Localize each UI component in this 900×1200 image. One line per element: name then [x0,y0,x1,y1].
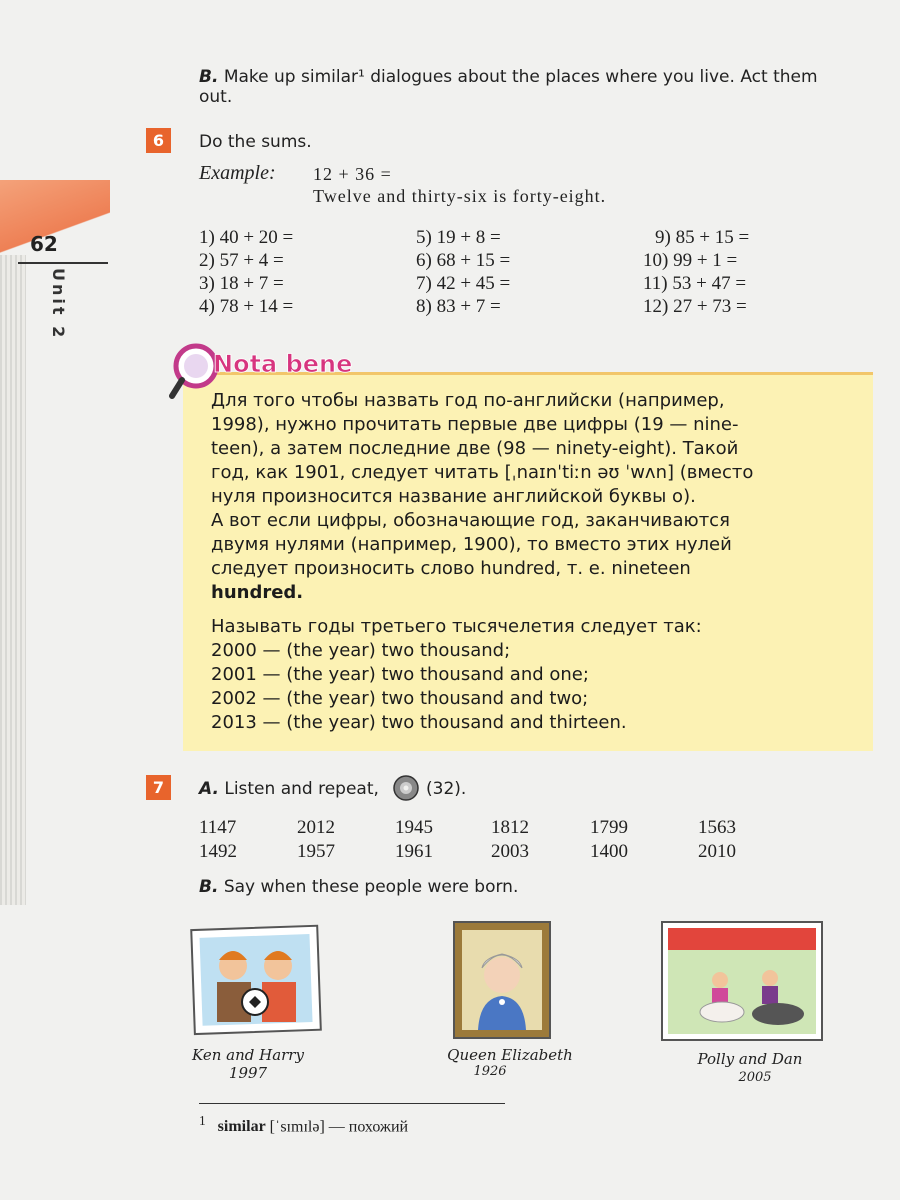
ken-and-harry-caption: Ken and Harry [192,1046,304,1064]
footnote-transcription: [ˈsɪmɪlə] [269,1118,325,1136]
ex6-example-sum: 12 + 36 = [313,164,392,184]
ex7a-label: A. [199,779,219,799]
footnote-mark: 1 [199,1113,206,1128]
ex5b-label: B. [199,67,219,87]
sum-6: 6) 68 + 15 = [416,250,511,271]
nb-line-7: двумя нулями (например, 1900), то вместо этих нулей [211,534,732,555]
sum-1: 1) 40 + 20 = [199,227,294,248]
year-r2-6: 2010 [698,841,736,862]
queen-elizabeth-caption: Queen Elizabeth [447,1046,573,1064]
ex5b-line1 [199,67,818,87]
nb-third-millennium: Называть годы третьего тысячелетия следует так: [211,616,702,637]
nb-year-2000: 2000 — (the year) two thousand; [211,640,511,661]
ex5b-text: Make up similar¹ dialogues about the places where you live. Act them [223,67,818,87]
nb-line-4: год, как 1901, следует читать [ˌnaɪnˈtiːn əʊ ˈwʌn] (вместо [211,462,754,483]
exercise-7-number: 7 [146,775,171,800]
sum-4: 4) 78 + 14 = [199,296,294,317]
year-r2-5: 1400 [590,841,628,862]
nb-year-2001: 2001 — (the year) two thousand and one; [211,664,589,685]
magnifier-icon [172,380,182,396]
ex7a-text: Listen and repeat, [224,779,379,799]
nb-year-2013: 2013 — (the year) two thousand and thirteen. [211,712,627,733]
sum-12: 12) 27 + 73 = [643,296,747,317]
footnote-rule [199,1103,505,1104]
page-edge-stripe [0,255,26,905]
ex5b-text2: out. [199,87,233,107]
sum-11: 11) 53 + 47 = [643,273,747,294]
sum-7: 7) 42 + 45 = [416,273,511,294]
footnote-word: similar [217,1118,266,1136]
year-r1-1: 1147 [199,817,237,838]
year-r1-6: 1563 [698,817,736,838]
year-r1-2: 2012 [297,817,335,838]
queen-elizabeth-portrait [452,920,554,1042]
nb-line-8: следует произносить слово hundred, т. е. nineteen [211,558,691,579]
year-r1-3: 1945 [395,817,433,838]
sum-10: 10) 99 + 1 = [643,250,738,271]
ex7a-track: (32). [426,779,467,799]
ex7a-line [199,779,379,799]
nb-line-5: нуля произносится название английской буквы o). [211,486,696,507]
year-r2-4: 2003 [491,841,529,862]
audio-cd-icon [392,774,420,802]
ex7b-line [199,877,518,897]
polly-and-dan-caption: Polly and Dan [697,1050,803,1068]
year-r2-2: 1957 [297,841,335,862]
unit-label: Unit 2 [49,268,68,341]
page-number: 62 [30,232,58,256]
polly-and-dan-year: 2005 [738,1070,772,1085]
ex7b-text: Say when these people were born. [223,877,519,897]
nb-line-6: А вот если цифры, обозначающие год, заканчиваются [211,510,730,531]
nb-line-1: Для того чтобы назвать год по-английски (например, [211,390,725,411]
nb-line-2: 1998), нужно прочитать первые две цифры (19 — nine- [211,414,739,435]
nb-year-2002: 2002 — (the year) two thousand and two; [211,688,589,709]
year-r1-4: 1812 [491,817,529,838]
ex6-instruction: Do the sums. [199,132,312,152]
ex6-example-answer: Twelve and thirty-six is forty-eight. [313,186,607,206]
sum-5: 5) 19 + 8 = [416,227,501,248]
sum-8: 8) 83 + 7 = [416,296,501,317]
year-r2-1: 1492 [199,841,237,862]
ken-and-harry-year: 1997 [228,1064,268,1082]
footnote-translation: — похожий [328,1118,409,1136]
sum-3: 3) 18 + 7 = [199,273,284,294]
sum-2: 2) 57 + 4 = [199,250,284,271]
sum-9: 9) 85 + 15 = [655,227,750,248]
ken-and-harry-picture [183,924,333,1042]
nb-line-9: hundred. [211,582,304,603]
queen-elizabeth-year: 1926 [473,1064,507,1079]
nota-bene-logo-text: Nota bene [213,350,353,378]
exercise-6-number: 6 [146,128,171,153]
ex7b-label: B. [199,877,219,897]
nb-line-3: teen), а затем последние две (98 — ninety-eight). Такой [211,438,739,459]
ex6-example-label: Example: [199,162,276,184]
footnote [199,1113,408,1136]
year-r2-3: 1961 [395,841,433,862]
year-r1-5: 1799 [590,817,628,838]
page-number-rule [18,262,108,264]
polly-and-dan-picture [660,920,825,1044]
